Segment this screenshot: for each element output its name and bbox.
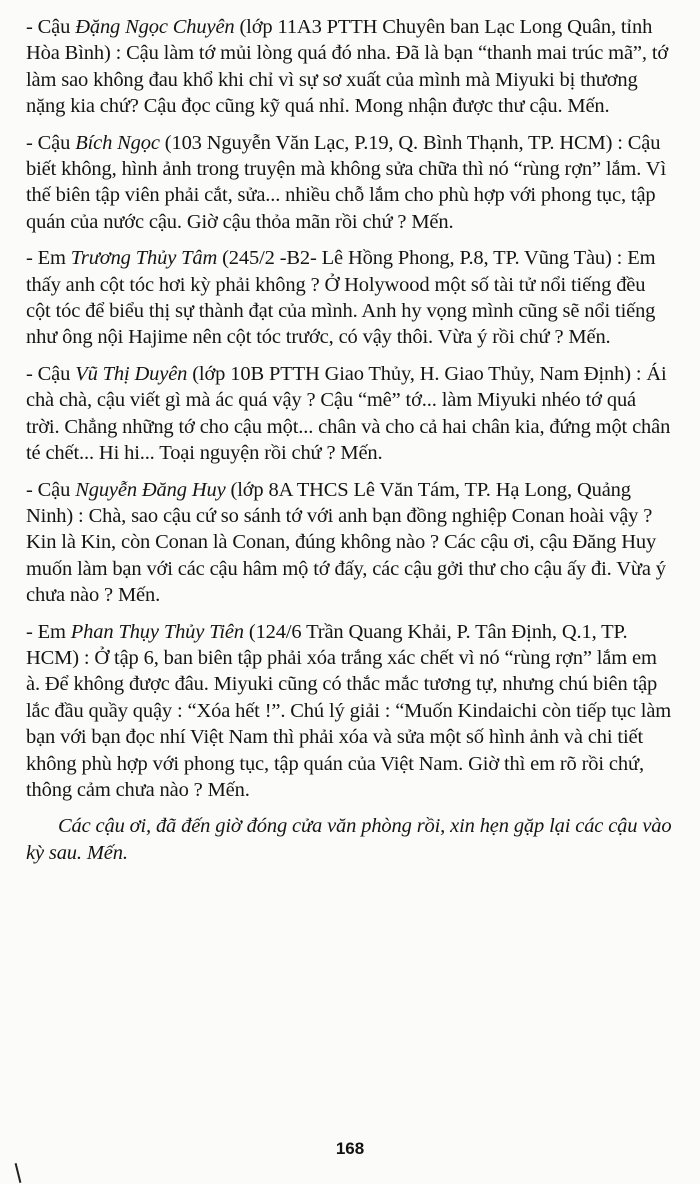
reader-name: Vũ Thị Duyên: [75, 362, 188, 385]
reply-entry-6: [26, 619, 674, 804]
reader-name: Trương Thủy Tâm: [70, 247, 218, 270]
reader-name: Bích Ngọc: [75, 131, 160, 154]
entry-prefix: - Cậu: [26, 362, 76, 385]
entry-text: (124/6 Trần Quang Khải, P. Tân Định, Q.1, TP. HCM) : Ở tập 6, ban biên tập phải xóa trắng xác chết vì nó “rùng rợn” lắm em à. Để không được đâu. Miyuki cũng có thắc mắc tương tự, nhưng chú biên tập lắc đầu quầy quậy : “Xóa hết !”. Chú lý giải : “Muốn Kindaichi còn tiếp tục làm bạn với bạn đọc nhí Việt Nam thì phải xóa và sửa một số hình ảnh và chi tiết không phù hợp với phong tục, tập quán của Việt Nam. Giờ thì em rõ rồi chứ, thông cảm chưa nào ? Mến.: [26, 620, 672, 801]
entry-prefix: - Cậu: [26, 16, 76, 38]
entry-prefix: - Cậu: [26, 478, 76, 501]
reader-name: Phan Thụy Thủy Tiên: [70, 620, 244, 643]
entry-prefix: - Cậu: [26, 131, 76, 154]
closing-note: Các cậu ơi, đã đến giờ đóng cửa văn phòng rồi, xin hẹn gặp lại các cậu vào kỳ sau. Mến.: [26, 815, 672, 864]
entry-text: (lớp 8A THCS Lê Văn Tám, TP. Hạ Long, Quảng Ninh) : Chà, sao cậu cứ so sánh tớ với anh bạn đồng nghiệp Conan hoài vậy ? Kin là Kin, còn Conan là Conan, đúng không nào ? Các cậu ơi, cậu Đăng Huy muốn làm bạn với các cậu hâm mộ tớ đấy, các cậu gởi thư cho cậu ấy đi. Vừa ý chưa nào ? Mến.: [26, 478, 666, 607]
entry-text: (lớp 11A3 PTTH Chuyên ban Lạc Long Quân, tỉnh Hòa Bình) : Cậu làm tớ mủi lòng quá đó nha. Đã là bạn “thanh mai trúc mã”, tớ làm sao không đau khổ khi chỉ vì sự sơ xuất của mình mà Miyuki bị thương nặng kia chứ? Cậu đọc cũng kỹ quá nhỉ. Mong nhận được thư cậu. Mến.: [26, 16, 669, 118]
reply-entry-4: [26, 361, 674, 467]
entry-text: (lớp 10B PTTH Giao Thủy, H. Giao Thủy, Nam Định) : Ái chà chà, cậu viết gì mà ác quá vậy ? Cậu “mê” tớ... làm Miyuki nhéo tớ quá trời. Chẳng những tớ cho cậu một... chân và cho cả hai chân kia, đứng một chân té chết... Hi hi... Toại nguyện rồi chứ ? Mến.: [26, 362, 671, 465]
letters-column: [26, 14, 674, 866]
entry-text: (103 Nguyễn Văn Lạc, P.19, Q. Bình Thạnh, TP. HCM) : Cậu biết không, hình ảnh trong truyện mà không sửa chữa thì nó “rùng rợn” lắm. Vì thế biên tập viên phải cắt, sửa... nhiều chỗ lắm cho phù hợp với phong tục, tập quán của nước cậu. Giờ cậu thỏa mãn rồi chứ ? Mến.: [26, 131, 666, 233]
entry-prefix: - Em: [26, 620, 71, 643]
reply-entry-1: [26, 14, 674, 120]
reply-entry-2: [26, 130, 674, 236]
entry-prefix: - Em: [26, 247, 71, 270]
reader-name: Nguyễn Đăng Huy: [75, 478, 226, 501]
reply-entry-5: [26, 477, 674, 609]
entry-text: (245/2 -B2- Lê Hồng Phong, P.8, TP. Vũng Tàu) : Em thấy anh cột tóc hơi kỳ phải không ? Ở Holywood một số tài tử nổi tiếng đều cột tóc để biểu thị sự thành đạt của mình. Anh hy vọng mình cũng sẽ nổi tiếng như ông nội Hajime nên cột tóc trước, có vậy thôi. Vừa ý rồi chứ ? Mến.: [26, 247, 656, 349]
margin-mark: [15, 1163, 22, 1183]
reply-entry-3: [26, 245, 674, 351]
page-number: 168: [335, 1139, 365, 1158]
reader-name: Đặng Ngọc Chuyên: [75, 16, 235, 38]
